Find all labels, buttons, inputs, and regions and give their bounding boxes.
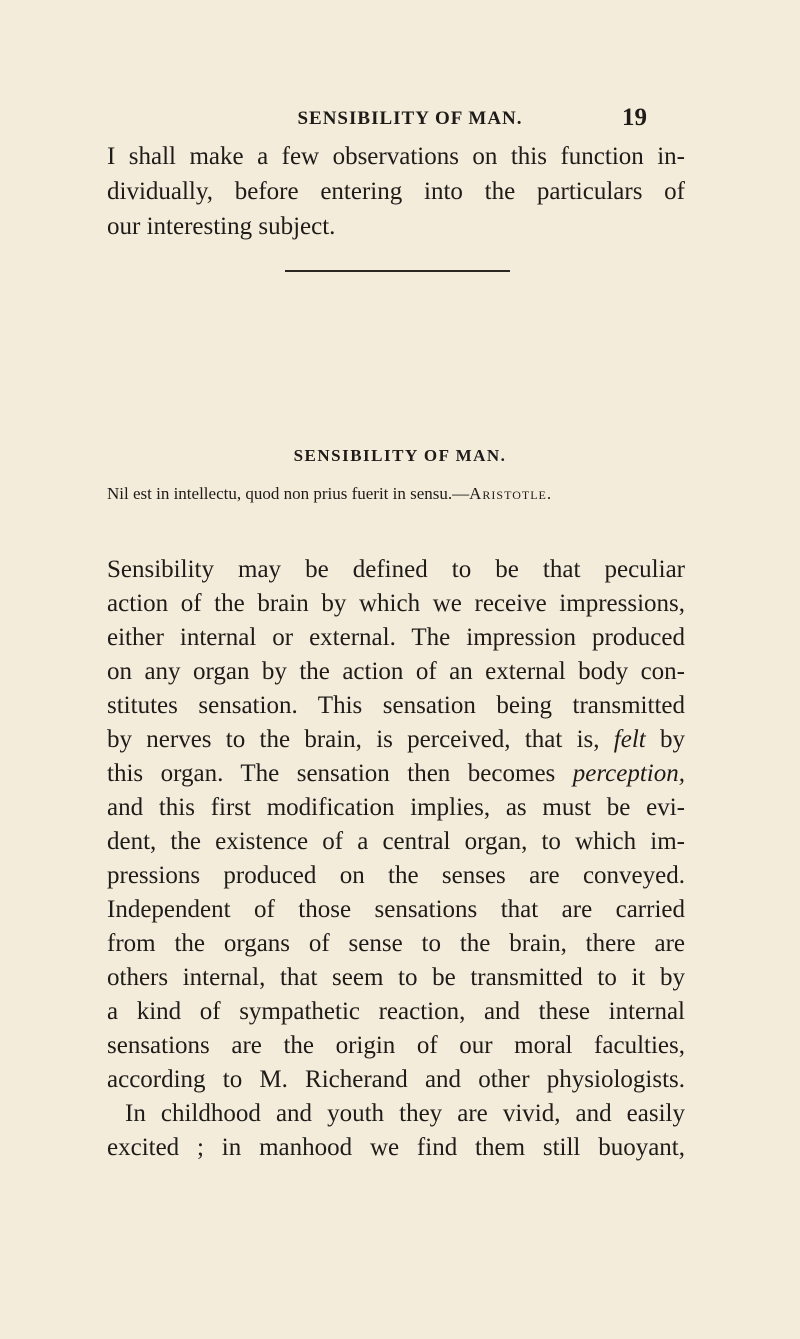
text-line: on any organ by the action of an external body con- (107, 658, 685, 685)
text-line: pressions produced on the senses are conveyed. (107, 862, 685, 889)
text-line: either internal or external. The impression produced (107, 624, 685, 651)
text-line: stitutes sensation. This sensation being transmitted (107, 692, 685, 719)
text-line: action of the brain by which we receive impressions, (107, 590, 685, 617)
text-line: In childhood and youth they are vivid, and easily (125, 1100, 685, 1127)
text-line: from the organs of sense to the brain, there are (107, 930, 685, 957)
text-line: a kind of sympathetic reaction, and these internal (107, 998, 685, 1025)
text-line: Sensibility may be defined to be that peculiar (107, 556, 685, 583)
text-line: I shall make a few observations on this function in- (107, 143, 685, 170)
italic-felt: felt (613, 726, 646, 753)
page-number: 19 (622, 104, 647, 131)
text-segment: by (645, 726, 686, 753)
running-head: SENSIBILITY OF MAN. (297, 108, 523, 129)
text-line: sensations are the origin of our moral faculties, (107, 1032, 685, 1059)
text-line: dividually, before entering into the particulars of (107, 178, 685, 205)
text-line: Independent of those sensations that are carried (107, 896, 685, 923)
text-segment: by nerves to the brain, is perceived, that is, (107, 726, 600, 753)
epigraph-text: Nil est in intellectu, quod non prius fuerit in sensu. (107, 484, 453, 503)
text-line: dent, the existence of a central organ, to which im- (107, 828, 685, 855)
text-line (107, 759, 685, 789)
text-line (107, 725, 685, 755)
text-line: excited ; in manhood we find them still buoyant, (107, 1134, 685, 1161)
epigraph-dash: — (452, 484, 470, 503)
text-line: and this first modification implies, as must be evi- (107, 794, 685, 821)
text-line: our interesting subject. (107, 213, 336, 240)
text-line: according to M. Richerand and other physiologists. (107, 1066, 685, 1093)
text-segment: this organ. The sensation then becomes (107, 760, 556, 787)
text-line: others internal, that seem to be transmitted to it by (107, 964, 685, 991)
epigraph-attribution: Aristotle. (469, 484, 553, 503)
italic-perception: perception, (572, 760, 685, 787)
section-divider (285, 270, 510, 272)
section-title: SENSIBILITY OF MAN. (293, 446, 507, 465)
epigraph (107, 484, 687, 504)
